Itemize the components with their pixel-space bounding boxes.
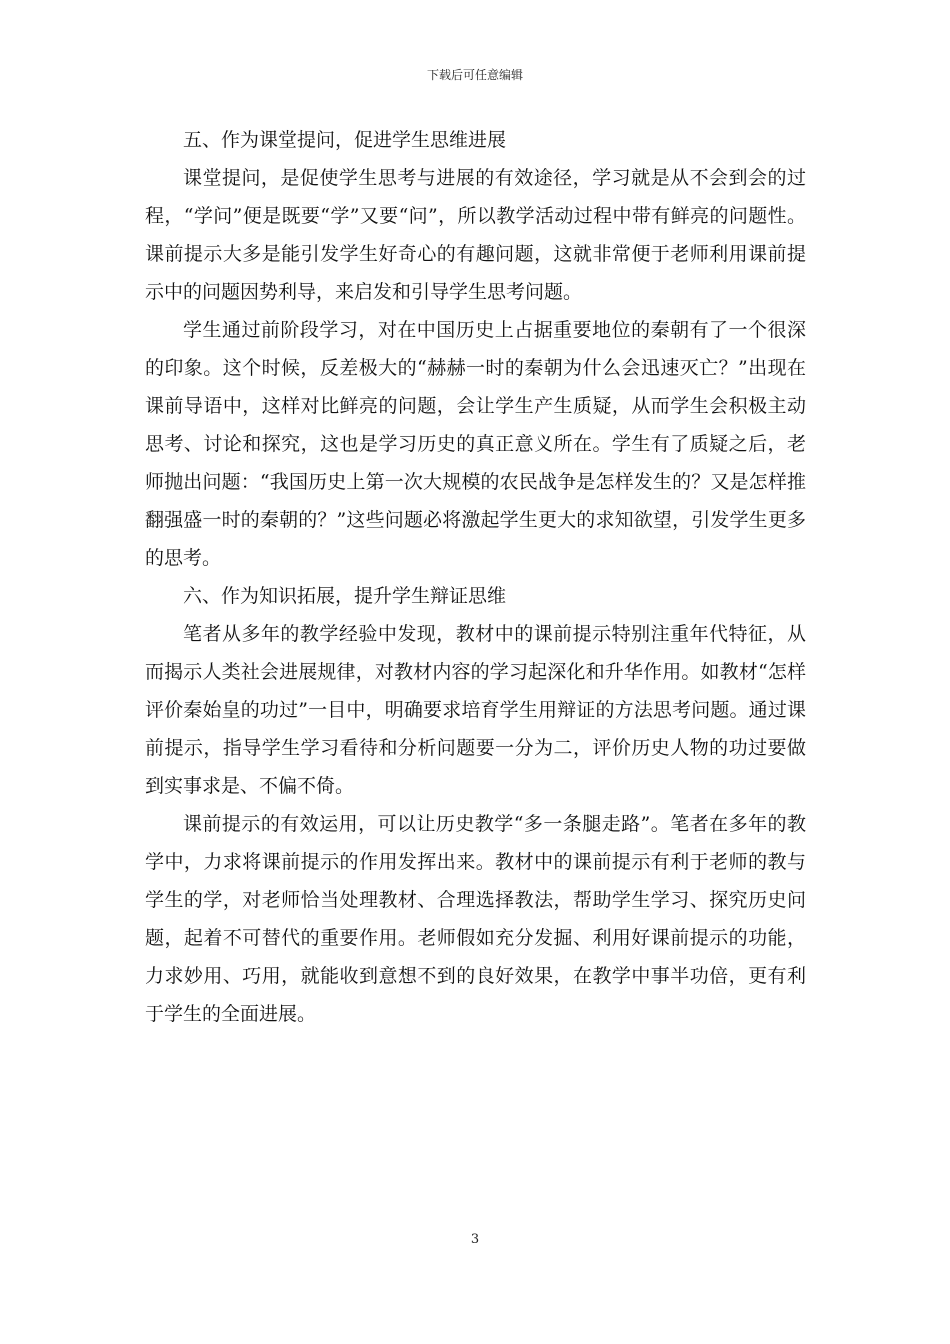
section-heading-6: 六、作为知识拓展，提升学生辩证思维	[183, 585, 507, 607]
paragraph: 课前提示的有效运用，可以让历史教学“多一条腿走路”。笔者在多年的教学中，力求将课前提示的作用发挥出来。教材中的课前提示有利于老师的教与学生的学，对老师恰当处理教材、合理选择教法，帮助学生学习、探究历史问题，起着不可替代的重要作用。老师假如充分发掘、利用好课前提示的功能，力求妙用、巧用，就能收到意想不到的良好效果，在教学中事半功倍，更有利于学生的全面进展。	[145, 813, 806, 1025]
page-header: 下载后可任意编辑	[426, 68, 523, 82]
section-heading-5: 五、作为课堂提问，促进学生思维进展	[183, 129, 507, 151]
document-body	[145, 121, 806, 1033]
page-number: 3	[470, 1232, 480, 1247]
paragraph: 笔者从多年的教学经验中发现，教材中的课前提示特别注重年代特征，从而揭示人类社会进展规律，对教材内容的学习起深化和升华作用。如教材“怎样评价秦始皇的功过”一目中，明确要求培育学生用辩证的方法思考问题。通过课前提示，指导学生学习看待和分析问题要一分为二，评价历史人物的功过要做到实事求是、不偏不倚。	[145, 623, 806, 797]
paragraph: 课堂提问，是促使学生思考与进展的有效途径，学习就是从不会到会的过程，“学问”便是既要“学”又要“问”，所以教学活动过程中带有鲜亮的问题性。课前提示大多是能引发学生好奇心的有趣问题，这就非常便于老师利用课前提示中的问题因势利导，来启发和引导学生思考问题。	[145, 167, 806, 303]
paragraph: 学生通过前阶段学习，对在中国历史上占据重要地位的秦朝有了一个很深的印象。这个时候，反差极大的“赫赫一时的秦朝为什么会迅速灭亡？”出现在课前导语中，这样对比鲜亮的问题，会让学生产生质疑，从而学生会积极主动思考、讨论和探究，这也是学习历史的真正意义所在。学生有了质疑之后，老师抛出问题：“我国历史上第一次大规模的农民战争是怎样发生的？又是怎样推翻强盛一时的秦朝的？”这些问题必将激起学生更大的求知欲望，引发学生更多的思考。	[145, 319, 806, 569]
